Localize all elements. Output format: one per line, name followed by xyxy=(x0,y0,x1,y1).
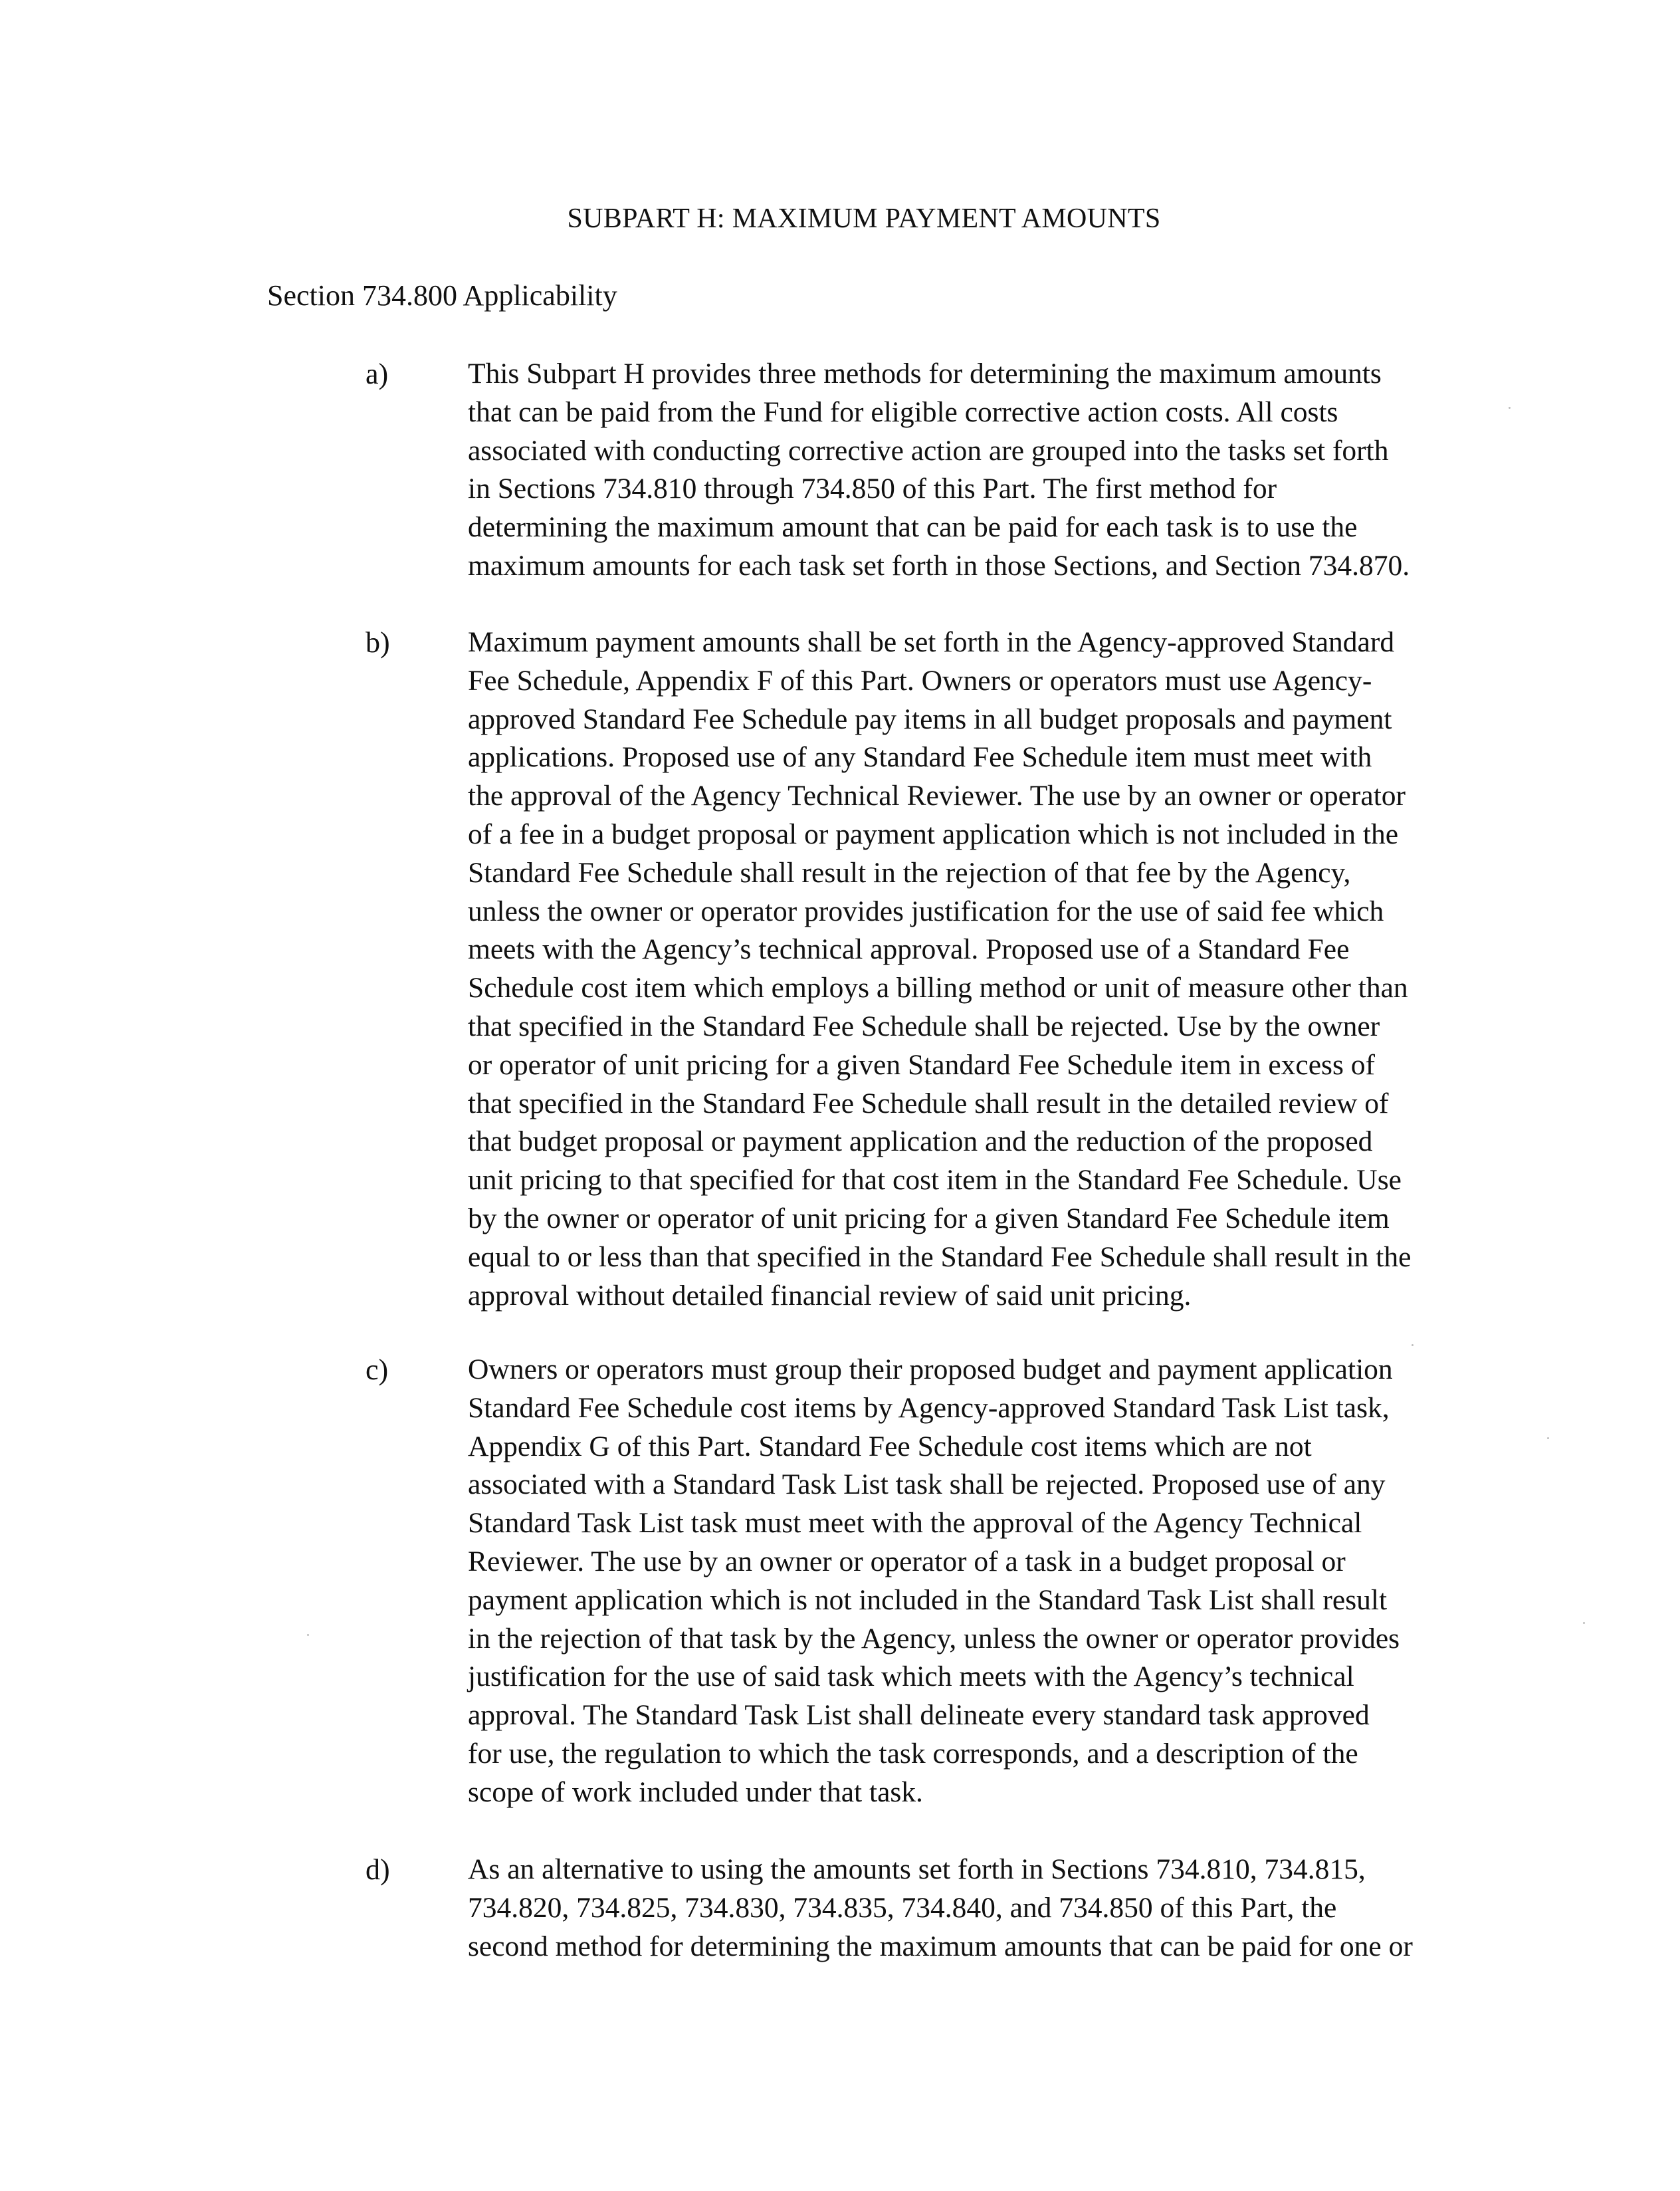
scan-speck xyxy=(1547,1437,1549,1439)
text-line: determining the maximum amount that can be paid for each task is to use the xyxy=(468,511,1358,544)
text-line: Standard Fee Schedule shall result in the rejection of that fee by the Agency, xyxy=(468,856,1351,889)
text-line: Owners or operators must group their proposed budget and payment application xyxy=(468,1353,1393,1385)
text-line: the approval of the Agency Technical Reviewer. The use by an owner or operator xyxy=(468,780,1406,812)
paragraph-letter: d) xyxy=(366,1853,390,1886)
text-line: that can be paid from the Fund for eligible corrective action costs. All costs xyxy=(468,396,1338,428)
text-line: Standard Task List task must meet with the approval of the Agency Technical xyxy=(468,1507,1362,1540)
text-line: approved Standard Fee Schedule pay items in all budget proposals and payment xyxy=(468,703,1392,735)
paragraph-body xyxy=(468,624,1518,1315)
scan-speck xyxy=(1583,1622,1585,1624)
text-line: applications. Proposed use of any Standard Fee Schedule item must meet with xyxy=(468,741,1372,774)
text-line: unit pricing to that specified for that cost item in the Standard Fee Schedule. Use xyxy=(468,1164,1402,1197)
text-line: in Sections 734.810 through 734.850 of this Part. The first method for xyxy=(468,473,1277,505)
text-line: of a fee in a budget proposal or payment application which is not included in the xyxy=(468,818,1399,850)
text-line: 734.820, 734.825, 734.830, 734.835, 734.840, and 734.850 of this Part, the xyxy=(468,1891,1337,1924)
text-line: justification for the use of said task which meets with the Agency’s technical xyxy=(468,1661,1354,1693)
text-line: payment application which is not included in the Standard Task List shall result xyxy=(468,1583,1388,1616)
text-line: or operator of unit pricing for a given Standard Fee Schedule item in excess of xyxy=(468,1048,1376,1081)
text-line: associated with a Standard Task List task shall be rejected. Proposed use of any xyxy=(468,1468,1386,1501)
scan-speck xyxy=(1509,407,1511,409)
text-line: meets with the Agency’s technical approval. Proposed use of a Standard Fee xyxy=(468,933,1350,966)
text-line: second method for determining the maximum amounts that can be paid for one or xyxy=(468,1930,1413,1962)
text-line: Fee Schedule, Appendix F of this Part. Owners or operators must use Agency- xyxy=(468,664,1372,697)
text-line: scope of work included under that task. xyxy=(468,1776,923,1808)
text-line: Schedule cost item which employs a billing method or unit of measure other than xyxy=(468,972,1408,1004)
subpart-heading: SUBPART H: MAXIMUM PAYMENT AMOUNTS xyxy=(567,203,1161,234)
text-line: As an alternative to using the amounts set forth in Sections 734.810, 734.815, xyxy=(468,1853,1366,1885)
text-line: that budget proposal or payment application and the reduction of the proposed xyxy=(468,1125,1373,1158)
text-line: approval. The Standard Task List shall delineate every standard task approved xyxy=(468,1699,1370,1732)
text-line: Appendix G of this Part. Standard Fee Schedule cost items which are not xyxy=(468,1430,1312,1462)
text-line: in the rejection of that task by the Agency, unless the owner or operator provides xyxy=(468,1622,1400,1655)
paragraph-letter: a) xyxy=(366,358,389,390)
paragraph-letter: b) xyxy=(366,626,390,659)
text-line: for use, the regulation to which the task corresponds, and a description of the xyxy=(468,1737,1358,1770)
text-line: that specified in the Standard Fee Schedule shall result in the detailed review of xyxy=(468,1087,1389,1119)
text-line: Maximum payment amounts shall be set forth in the Agency-approved Standard xyxy=(468,626,1395,658)
paragraph-body xyxy=(468,355,1518,586)
paragraph-letter: c) xyxy=(366,1353,389,1386)
text-line: by the owner or operator of unit pricing for a given Standard Fee Schedule item xyxy=(468,1202,1390,1234)
text-line: equal to or less than that specified in the Standard Fee Schedule shall result in the xyxy=(468,1240,1412,1273)
scan-speck xyxy=(307,1634,309,1636)
text-line: Reviewer. The use by an owner or operator of a task in a budget proposal or xyxy=(468,1545,1346,1577)
scan-speck xyxy=(1412,1344,1414,1346)
text-line: that specified in the Standard Fee Schedule shall be rejected. Use by the owner xyxy=(468,1010,1380,1042)
text-line: unless the owner or operator provides justification for the use of said fee which xyxy=(468,895,1384,927)
paragraph-body xyxy=(468,1851,1518,1966)
text-line: associated with conducting corrective action are grouped into the tasks set forth xyxy=(468,434,1389,467)
paragraph-body xyxy=(468,1351,1518,1812)
text-line: Standard Fee Schedule cost items by Agency-approved Standard Task List task, xyxy=(468,1391,1390,1424)
text-line: This Subpart H provides three methods for determining the maximum amounts xyxy=(468,358,1382,390)
text-line: maximum amounts for each task set forth in those Sections, and Section 734.870. xyxy=(468,549,1410,582)
text-line: approval without detailed financial review of said unit pricing. xyxy=(468,1279,1192,1312)
section-title: Section 734.800 Applicability xyxy=(267,279,617,312)
